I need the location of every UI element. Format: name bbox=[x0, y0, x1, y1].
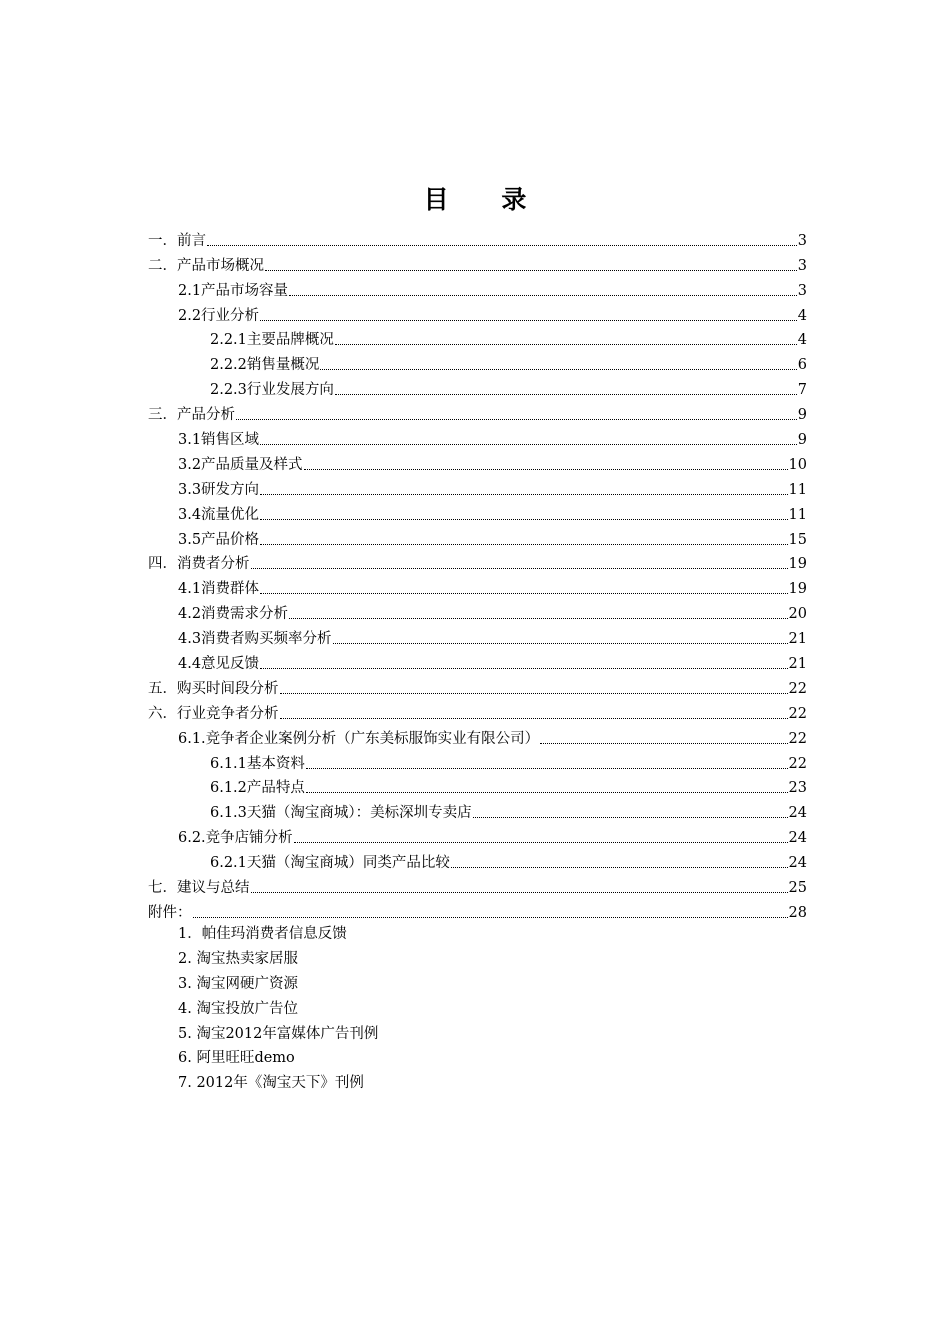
toc-entry-page-number: 15 bbox=[788, 531, 807, 548]
toc-entry-label: 6.1.1基本资料 bbox=[210, 755, 305, 772]
appendix-list bbox=[178, 922, 378, 1096]
toc-entry[interactable] bbox=[148, 623, 807, 648]
toc-entry[interactable] bbox=[148, 797, 807, 822]
dot-leader bbox=[193, 917, 788, 918]
toc-entry-page-number: 4 bbox=[797, 332, 807, 349]
toc-entry-label: 3.1销售区域 bbox=[178, 432, 260, 449]
toc-entry-label: 二．产品市场概况 bbox=[148, 257, 264, 274]
dot-leader bbox=[289, 618, 787, 619]
toc-entry-label: 2.1产品市场容量 bbox=[178, 282, 289, 299]
dot-leader bbox=[260, 519, 787, 520]
toc-entry-page-number: 11 bbox=[788, 481, 807, 498]
dot-leader bbox=[260, 593, 787, 594]
toc-entry-page-number: 21 bbox=[788, 631, 807, 648]
dot-leader bbox=[294, 842, 788, 843]
table-of-contents bbox=[148, 225, 807, 922]
toc-entry-page-number: 22 bbox=[788, 730, 807, 747]
toc-entry-label: 四．消费者分析 bbox=[148, 556, 250, 573]
toc-entry[interactable] bbox=[148, 349, 807, 374]
toc-entry-page-number: 19 bbox=[788, 581, 807, 598]
toc-entry-page-number: 4 bbox=[797, 307, 807, 324]
appendix-item: 5. 淘宝2012年富媒体广告刊例 bbox=[178, 1025, 379, 1042]
toc-entry-label: 3.3研发方向 bbox=[178, 481, 260, 498]
toc-entry[interactable] bbox=[148, 374, 807, 399]
toc-entry-page-number: 3 bbox=[797, 282, 807, 299]
toc-entry[interactable] bbox=[148, 748, 807, 773]
dot-leader bbox=[207, 245, 797, 246]
dot-leader bbox=[251, 892, 788, 893]
dot-leader bbox=[280, 693, 788, 694]
toc-entry-page-number: 11 bbox=[788, 506, 807, 523]
toc-entry-label: 三．产品分析 bbox=[148, 407, 235, 424]
toc-entry[interactable] bbox=[148, 474, 807, 499]
toc-entry[interactable] bbox=[148, 275, 807, 300]
toc-entry-label: 五．购买时间段分析 bbox=[148, 680, 279, 697]
appendix-item: 4. 淘宝投放广告位 bbox=[178, 1000, 298, 1017]
appendix-item: 1．帕佳玛消费者信息反馈 bbox=[178, 926, 347, 942]
dot-leader bbox=[304, 469, 788, 470]
dot-leader bbox=[540, 743, 787, 744]
toc-entry-label: 六．行业竞争者分析 bbox=[148, 705, 279, 722]
toc-entry-page-number: 3 bbox=[797, 257, 807, 274]
toc-entry[interactable] bbox=[148, 598, 807, 623]
dot-leader bbox=[260, 494, 787, 495]
dot-leader bbox=[335, 394, 797, 395]
dot-leader bbox=[265, 270, 797, 271]
dot-leader bbox=[289, 295, 797, 296]
toc-entry-label: 附件： bbox=[148, 904, 192, 921]
appendix-item: 6. 阿里旺旺demo bbox=[178, 1050, 295, 1067]
dot-leader bbox=[306, 768, 788, 769]
toc-entry-page-number: 22 bbox=[788, 705, 807, 722]
toc-entry-page-number: 7 bbox=[797, 382, 807, 399]
toc-entry[interactable] bbox=[148, 424, 807, 449]
toc-entry[interactable] bbox=[148, 549, 807, 574]
toc-entry-page-number: 25 bbox=[788, 880, 807, 897]
toc-entry[interactable] bbox=[148, 573, 807, 598]
toc-entry-label: 3.4流量优化 bbox=[178, 506, 260, 523]
toc-entry[interactable] bbox=[148, 723, 807, 748]
toc-entry-page-number: 24 bbox=[788, 830, 807, 847]
toc-entry-label: 3.2产品质量及样式 bbox=[178, 456, 303, 473]
toc-entry-page-number: 9 bbox=[797, 432, 807, 449]
toc-entry-label: 2.2行业分析 bbox=[178, 307, 260, 324]
toc-entry-page-number: 23 bbox=[788, 780, 807, 797]
dot-leader bbox=[260, 320, 797, 321]
toc-entry[interactable] bbox=[148, 449, 807, 474]
toc-entry[interactable] bbox=[148, 225, 807, 250]
toc-entry[interactable] bbox=[148, 822, 807, 847]
toc-entry[interactable] bbox=[148, 325, 807, 350]
toc-entry[interactable] bbox=[148, 499, 807, 524]
toc-entry-label: 4.2消费需求分析 bbox=[178, 606, 289, 623]
appendix-item: 2. 淘宝热卖家居服 bbox=[178, 950, 298, 967]
toc-entry[interactable] bbox=[148, 773, 807, 798]
toc-entry-page-number: 9 bbox=[797, 407, 807, 424]
dot-leader bbox=[260, 668, 787, 669]
toc-entry-label: 4.4意见反馈 bbox=[178, 656, 260, 673]
toc-entry-label: 2.2.2销售量概况 bbox=[210, 357, 320, 374]
toc-entry-page-number: 3 bbox=[797, 232, 807, 249]
toc-entry[interactable] bbox=[148, 300, 807, 325]
toc-entry[interactable] bbox=[148, 648, 807, 673]
dot-leader bbox=[473, 817, 788, 818]
dot-leader bbox=[335, 344, 797, 345]
dot-leader bbox=[251, 568, 788, 569]
toc-entry-page-number: 24 bbox=[788, 805, 807, 822]
page-title: 目 录 bbox=[423, 185, 549, 214]
toc-entry-label: 3.5产品价格 bbox=[178, 531, 260, 548]
toc-entry-page-number: 24 bbox=[788, 855, 807, 872]
dot-leader bbox=[260, 544, 787, 545]
dot-leader bbox=[260, 444, 797, 445]
toc-entry[interactable] bbox=[148, 897, 807, 922]
toc-entry-label: 6.2.竞争店铺分析 bbox=[178, 830, 293, 847]
toc-entry-page-number: 20 bbox=[788, 606, 807, 623]
toc-entry-label: 4.1消费群体 bbox=[178, 581, 260, 598]
dot-leader bbox=[320, 369, 796, 370]
toc-entry[interactable] bbox=[148, 698, 807, 723]
toc-entry-label: 6.1.竞争者企业案例分析（广东美标服饰实业有限公司） bbox=[178, 730, 540, 747]
toc-entry-label: 6.1.2产品特点 bbox=[210, 780, 305, 797]
toc-entry[interactable] bbox=[148, 872, 807, 897]
toc-entry-label: 2.2.3行业发展方向 bbox=[210, 382, 334, 399]
toc-entry-label: 4.3消费者购买频率分析 bbox=[178, 631, 332, 648]
dot-leader bbox=[451, 867, 788, 868]
toc-entry-label: 一．前言 bbox=[148, 232, 206, 249]
dot-leader bbox=[236, 419, 797, 420]
toc-entry-label: 七．建议与总结 bbox=[148, 880, 250, 897]
toc-entry-page-number: 28 bbox=[788, 904, 807, 921]
toc-entry[interactable] bbox=[148, 847, 807, 872]
dot-leader bbox=[306, 792, 788, 793]
toc-entry-page-number: 21 bbox=[788, 656, 807, 673]
toc-entry-page-number: 10 bbox=[788, 456, 807, 473]
toc-entry-label: 2.2.1主要品牌概况 bbox=[210, 332, 334, 349]
toc-entry[interactable] bbox=[148, 399, 807, 424]
toc-entry[interactable] bbox=[148, 673, 807, 698]
toc-entry[interactable] bbox=[148, 524, 807, 549]
toc-entry-page-number: 6 bbox=[797, 357, 807, 374]
dot-leader bbox=[333, 643, 788, 644]
toc-entry[interactable] bbox=[148, 250, 807, 275]
toc-entry-label: 6.2.1天猫（淘宝商城）同类产品比较 bbox=[210, 855, 450, 872]
toc-entry-page-number: 19 bbox=[788, 556, 807, 573]
toc-entry-page-number: 22 bbox=[788, 680, 807, 697]
appendix-item: 3. 淘宝网硬广资源 bbox=[178, 975, 298, 992]
dot-leader bbox=[280, 718, 788, 719]
appendix-item: 7. 2012年《淘宝天下》刊例 bbox=[178, 1075, 364, 1092]
toc-entry-page-number: 22 bbox=[788, 755, 807, 772]
toc-entry-label: 6.1.3天猫（淘宝商城）：美标深圳专卖店 bbox=[210, 805, 472, 822]
